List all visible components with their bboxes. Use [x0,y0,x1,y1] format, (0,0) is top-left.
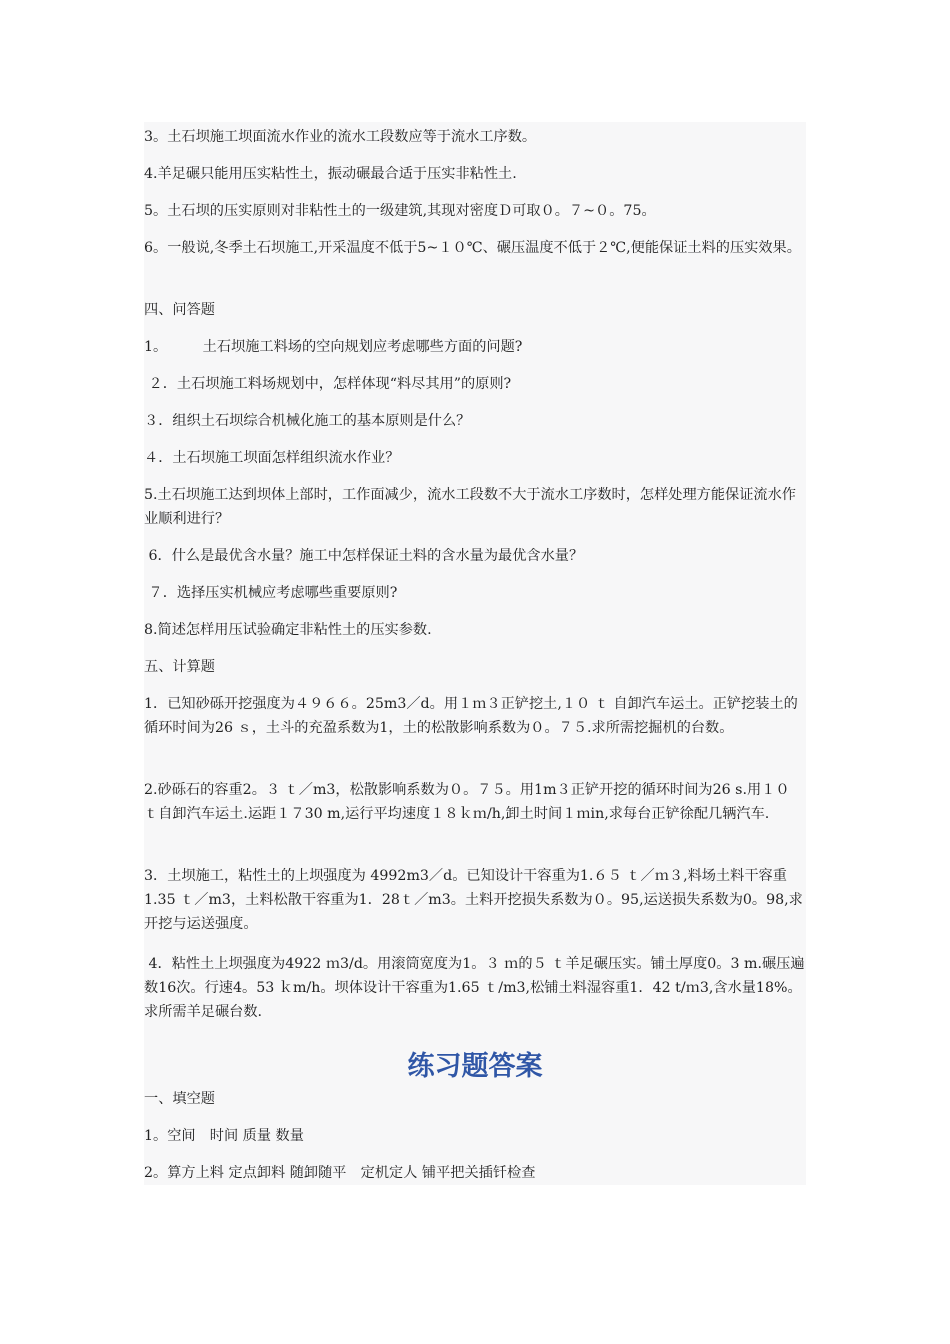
answer-1: 1。空间 时间 质量 数量 [144,1128,304,1144]
question-7: ７．选择压实机械应考虑哪些重要原则? [144,585,398,601]
answer-2: 2。算方上料 定点卸料 随卸随平 定机定人 铺平把关插钎检查 [144,1165,536,1181]
question-5: 5.土石坝施工达到坝体上部时，工作面减少，流水工段数不大于流水工序数时，怎样处理方能保证流水作业顺利进行？ [144,487,796,527]
document-body [144,122,806,1185]
calculation-3: 3．土坝施工，粘性土的上坝强度为 4992m3／d。已知设计干容重为1.６５ ｔ／ｍ３,料场土料干容重1.35 ｔ／m3，土料松散干容重为1．28ｔ／m3。土料开挖损失系数为０。95,运送损失系数为0。98,求开挖与运送强度。 [144,868,803,932]
question-6: 6．什么是最优含水量？施工中怎样保证土料的含水量为最优含水量？ [144,548,584,564]
section-heading-questions: 四、问答题 [144,302,215,318]
calculation-1: 1．已知砂砾开挖强度为４９６６。25m3／d。用１ｍ３正铲挖土,１０ ｔ 自卸汽车运土。正铲挖装土的循环时间为26 ｓ，土斗的充盈系数为1，土的松散影响系数为０。７５.求所需挖掘机的台数。 [144,696,798,736]
question-3: ３．组织土石坝综合机械化施工的基本原则是什么？ [144,413,471,429]
section-heading-calculations: 五、计算题 [144,659,215,675]
question-8: 8.简述怎样用压试验确定非粘性土的压实参数. [144,622,432,638]
question-2: ２．土石坝施工料场规划中，怎样体现“料尽其用”的原则? [144,376,512,392]
answer-heading: 练习题答案 [407,1051,543,1082]
calculation-4: 4．粘性土上坝强度为4922 ｍ3/d。用滚筒宽度为1。３ ｍ的５ ｔ羊足碾压实。铺土厚度0。3 m.碾压遍数16次。行速4。53 ｋm/h。坝体设计干容重为1.65 ｔ/m3,松铺土料湿容重1．42 t/ｍ3,含水量18%。求所需羊足碾台数. [144,956,805,1020]
question-1: 1。 土石坝施工料场的空向规划应考虑哪些方面的问题? [144,339,523,355]
question-4: ４．土石坝施工坝面怎样组织流水作业？ [144,450,400,466]
answer-section-fill-blank: 一、填空题 [144,1091,215,1107]
paragraph-true-false-6: 6。一般说,冬季土石坝施工,开采温度不低于5~１０℃、碾压温度不低于２℃,便能保证土料的压实效果。 [144,240,801,256]
calculation-2: 2.砂砾石的容重2。３ ｔ／m3，松散影响系数为０。７５。用1m３正铲开挖的循环时间为26 s.用１０ ｔ自卸汽车运土.运距１７30 m,运行平均速度１８ｋｍ/h,卸土时间１ｍin,求每台正铲徐配几辆汽车. [144,782,795,822]
paragraph-true-false-4: 4.羊足碾只能用压实粘性土，振动碾最合适于压实非粘性土. [144,166,517,182]
paragraph-true-false-5: 5。土石坝的压实原则对非粘性土的一级建筑,其现对密度Ｄ可取０。７~０。75。 [144,203,656,219]
paragraph-true-false-3: 3。土石坝施工坝面流水作业的流水工段数应等于流水工序数。 [144,129,537,145]
